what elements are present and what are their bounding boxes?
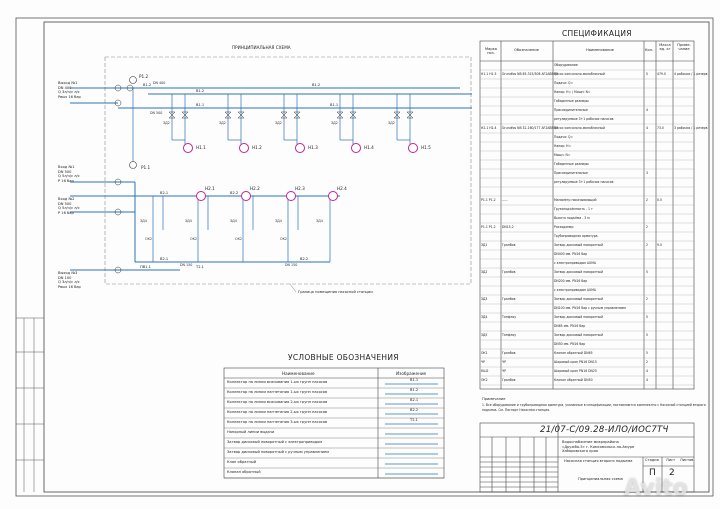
pipe-label: В1.1	[330, 103, 339, 107]
spec-cell-qty: 5	[646, 270, 648, 274]
spec-cell-name: Манометр показывающий	[554, 198, 597, 202]
spec-row	[480, 259, 694, 268]
spec-cell-qty: 2	[646, 360, 648, 364]
spec-cell-qty: 2	[646, 297, 648, 301]
spec-title: СПЕЦИФИКАЦИЯ	[562, 29, 632, 38]
spec-row	[480, 187, 694, 196]
svg-text:ОК2: ОК2	[235, 237, 243, 241]
spec-row	[480, 358, 694, 367]
spec-row	[480, 349, 694, 358]
group1-pumps	[184, 144, 418, 153]
svg-text:ЗД2: ЗД2	[275, 121, 282, 125]
legend-list	[224, 378, 444, 478]
spec-cell-qty: 4	[646, 369, 648, 373]
input-2-line3: Q 5л/ч/с л/с	[58, 174, 80, 179]
pump-label-n15: Н1.5	[421, 145, 431, 150]
spec-row	[480, 250, 694, 259]
input-1-line4: Рвых 16 бар	[58, 94, 81, 99]
pipe-label: В1.2	[143, 83, 152, 87]
spec-cell-pos: ОК1	[481, 351, 488, 355]
svg-text:DN 150: DN 150	[285, 263, 298, 267]
svg-text:ОК2: ОК2	[280, 237, 288, 241]
spec-cell-pos: ЗД3	[481, 297, 488, 301]
spec-cell-pos: ЗД5	[481, 333, 488, 337]
legend-row	[224, 418, 444, 428]
spec-cell-name: Оборудование	[554, 63, 578, 67]
spec-cell-name: Напор: Н= / Мощн: N=	[554, 90, 591, 94]
input-2-line2: DN 500	[58, 169, 72, 174]
legend-col-name: Наименование	[282, 371, 315, 376]
pressure-label-p11: P1.1	[141, 165, 151, 170]
spec-cell-name: Клапан обратный DN50	[554, 378, 593, 382]
spec-row	[480, 106, 694, 115]
spec-cell-qty: 4	[646, 126, 648, 130]
pipe-label: В2.1	[160, 257, 169, 261]
spec-cell-name: Габаритные размеры	[554, 99, 589, 103]
stamp-stage: П	[649, 468, 656, 478]
spec-cell-note: 4 рабочих / 1 резерв	[674, 72, 708, 76]
spec-list	[480, 61, 708, 389]
spec-header-code: Обозначение	[514, 48, 539, 52]
input-2-label	[58, 165, 80, 183]
spec-row	[480, 79, 694, 88]
spec-cell-code: Гранбов	[502, 270, 516, 274]
spec-cell-name: Присоединительные	[554, 108, 588, 112]
legend-row-name: Напорный линии выдачи	[227, 430, 275, 434]
spec-cell-qty: 2	[646, 243, 648, 247]
spec-row	[480, 340, 694, 349]
spec-cell-code: Тянфлоу	[502, 333, 517, 337]
spec-cell-name: Присоединительные	[554, 171, 588, 175]
legend-row-name: Затвор дисковый поворотный с электроприводом	[227, 440, 323, 444]
spec-row	[480, 376, 694, 385]
spec-row	[480, 124, 708, 133]
pump-label-n23: Н2.3	[295, 186, 305, 191]
spec-cell-qty: 5	[646, 72, 648, 76]
pipe-label: Т2.1	[196, 265, 204, 269]
spec-row	[480, 196, 694, 205]
spec-row	[480, 241, 694, 250]
pipe-label: В1.2	[312, 83, 321, 87]
spec-row	[480, 322, 694, 331]
spec-cell-pos: ОК2	[481, 378, 488, 382]
spec-row	[480, 214, 694, 223]
svg-text:ЗД4: ЗД4	[275, 219, 282, 223]
input-4-line3: Q 3л/ч/с л/с	[58, 280, 80, 285]
legend-row-name: Коллектор на линии нагнетания 3-ых групп насосов	[227, 420, 328, 424]
input-3-line3: Q 5л/ч/с л/с	[58, 206, 80, 211]
spec-cell-mass: 9.0	[657, 243, 662, 247]
spec-cell-qty: 5	[646, 333, 648, 337]
legend-row-name: Клап обратный	[227, 460, 257, 464]
svg-text:ЗД2: ЗД2	[388, 121, 395, 125]
spec-cell-qty: 2	[646, 198, 648, 202]
legend-title: УСЛОВНЫЕ ОБОЗНАЧЕНИЯ	[288, 353, 399, 362]
spec-cell-pos: Н2.1 Н2.4	[481, 126, 497, 130]
pipe-label: В1.1	[196, 103, 205, 107]
spec-cell-code: ЧР	[502, 369, 506, 373]
spec-cell-code: Гранбов	[502, 297, 516, 301]
legend-row	[224, 398, 444, 408]
pump-label-n22: Н2.2	[250, 186, 260, 191]
legend-row	[224, 408, 444, 418]
input-4-line4: Рвых 16 бар	[58, 284, 81, 289]
spec-row	[480, 115, 694, 124]
group1-branches	[133, 88, 410, 165]
spec-cell-name: Подача: Q=	[554, 81, 574, 85]
stamp-object: Водоснабжение микрорайона «Дружба-5» г. Комсомольск-на-Амуре Хабаровского края	[562, 440, 635, 454]
spec-cell-mass: 0.5	[657, 198, 662, 202]
stamp-code: 21/07-С/09.28-ИЛО/ИОС7ТЧ	[540, 425, 669, 435]
legend-row-name: Затвор дисковый поворотный с ручным управлением	[227, 450, 329, 454]
spec-cell-pos: Р1.1 Р1.2	[481, 198, 496, 202]
svg-text:ЗД2: ЗД2	[331, 121, 338, 125]
boundary-note: Граница помещения насосной станции	[298, 290, 373, 294]
spec-row	[480, 223, 694, 232]
spec-cell-qty: 5	[646, 351, 648, 355]
spec-cell-name: Затвор дисковый поворотный	[554, 333, 603, 337]
input-3-line1: Вход №2	[58, 197, 75, 201]
legend-row-name: Клапан обратный	[227, 470, 261, 474]
pipe-label: В1.2	[196, 89, 205, 93]
pipe-label: В2.1	[160, 191, 169, 195]
svg-text:ЗД2: ЗД2	[219, 121, 226, 125]
legend-row	[224, 468, 444, 478]
legend-row	[224, 438, 444, 448]
legend-row	[224, 448, 444, 458]
spec-cell-name: DN200 мм. PN16 бар	[554, 279, 588, 283]
spec-cell-code: ЧР	[502, 360, 506, 364]
spec-cell-name: DN400 мм. PN16 бар	[554, 252, 588, 256]
legend-row-code: В1.2	[410, 388, 419, 392]
stamp-sheets-label: Листов	[680, 458, 694, 462]
notes-line1: 1. Все оборудование и трубопроводная арматура, указанные в спецификации, поставляются комплектно с Насосной станцией второго	[482, 403, 706, 407]
spec-row	[480, 178, 694, 187]
legend-row	[224, 388, 444, 398]
legend-col-image: Изображение	[396, 371, 427, 376]
notes-line2: подъема. См. Паспорт Насосная станция.	[482, 408, 551, 412]
boundary-leader	[290, 284, 296, 292]
svg-text:ЗД4: ЗД4	[185, 219, 192, 223]
legend-row	[224, 428, 444, 438]
spec-row	[480, 205, 694, 214]
pipe-label: ПВ1.1	[140, 265, 151, 269]
spec-row	[480, 304, 694, 313]
legend-row-name: Коллектор на линии нагнетания 2-ых групп насосов	[227, 410, 328, 414]
spec-row	[480, 232, 694, 241]
stamp-doc-title: Насосная станция второго подъема	[564, 459, 633, 463]
group1-valves	[169, 112, 413, 118]
spec-cell-pos: Н1.1 Н1.5	[481, 72, 497, 76]
legend-row-code: В2.1	[410, 398, 419, 402]
spec-header-pos: Марка поз.	[485, 47, 497, 55]
input-1-line3: Q 3л/ч/с л/с	[58, 90, 80, 95]
spec-cell-name: Габаритные размеры	[554, 162, 589, 166]
pump-label-n21: Н2.1	[205, 186, 215, 191]
spec-row	[480, 295, 694, 304]
spec-cell-name: Расходомер	[554, 225, 574, 229]
pump-label-n11: Н1.1	[196, 145, 206, 150]
spec-cell-code: -----	[502, 198, 508, 202]
legend-row-code: В1.1	[410, 378, 419, 382]
scheme-small-tags	[140, 81, 395, 267]
svg-text:DN 150: DN 150	[180, 263, 193, 267]
spec-cell-pos: ЗД1	[481, 243, 488, 247]
svg-text:ЗД4: ЗД4	[230, 219, 237, 223]
notes-title: Примечание	[482, 397, 506, 401]
spec-cell-name: Шаровый кран PN16 DN15	[554, 360, 597, 364]
input-1-label	[58, 81, 81, 99]
spec-cell-code: Тянфлоу	[502, 315, 517, 319]
spec-header-mass: Масса ед. кг	[659, 43, 671, 51]
spec-row	[480, 160, 694, 169]
spec-cell-code: Grundfos NB 32-160/177 AF2ABBQE	[502, 126, 559, 130]
spec-cell-name: Затвор дисковый поворотный	[554, 315, 603, 319]
spec-cell-code: DN15-2	[502, 225, 514, 229]
spec-row	[480, 331, 694, 340]
spec-cell-name: Подача: Q=	[554, 135, 574, 139]
spec-cell-pos: КШ2	[481, 369, 489, 373]
spec-row	[480, 169, 694, 178]
spec-cell-pos: ЗД2	[481, 270, 488, 274]
spec-header-note: Приме-чание	[677, 43, 691, 51]
spec-cell-pos: ЗД4	[481, 315, 488, 319]
input-2-line4: P 16 бар	[58, 178, 74, 183]
svg-text:ЗД4: ЗД4	[316, 219, 323, 223]
spec-cell-name: Насос консольно-моноблочный	[554, 72, 605, 76]
pump-label-n24: Н2.4	[337, 186, 347, 191]
svg-text:DN 400: DN 400	[153, 81, 166, 85]
spec-cell-name: с электроприводом AUMA	[554, 288, 597, 292]
spec-cell-name: с электроприводом AUMA	[554, 261, 597, 265]
legend-row-name: Коллектор на линии всасывания 2-ых групп насосов	[227, 400, 328, 404]
legend-row	[224, 378, 444, 388]
stamp-sheet-title: Принципиальная схема	[578, 477, 623, 481]
spec-cell-qty: 2	[646, 225, 648, 229]
spec-row	[480, 151, 694, 160]
watermark-avito: Avito	[624, 476, 688, 501]
input-pipes	[70, 103, 135, 262]
spec-cell-name: DN100 мм. PN16 бар с ручным управлением	[554, 306, 626, 310]
spec-row	[480, 88, 694, 97]
spec-cell-code: Гранбов	[502, 351, 516, 355]
spec-cell-name: Затвор дисковый поворотный	[554, 297, 603, 301]
pipe-label: В2.2	[230, 191, 239, 195]
svg-text:DN 500: DN 500	[150, 111, 163, 115]
input-valves	[115, 85, 133, 273]
spec-cell-name: DN50 мм. PN16 бар	[554, 342, 586, 346]
legend-row-code: Т2.1	[410, 418, 418, 422]
spec-cell-name: Насос консольно-моноблочный	[554, 126, 605, 130]
pump-label-n12: Н1.2	[252, 145, 262, 150]
spec-cell-name: Шаровый кран PN16 DN25	[554, 369, 597, 373]
input-1-line1: Выход №1	[58, 81, 78, 85]
svg-text:ОК2: ОК2	[145, 237, 153, 241]
spec-row	[480, 61, 694, 70]
spec-cell-name: Трубопроводная арматура	[554, 234, 598, 238]
spec-header-qty: Кол.	[645, 48, 654, 52]
spec-row	[480, 367, 694, 376]
svg-text:ОК2: ОК2	[190, 237, 198, 241]
pressure-label-p12: P1.2	[139, 74, 149, 79]
pipe-label: В2.2	[300, 257, 309, 261]
pump-label-n13: Н1.3	[308, 145, 318, 150]
spec-cell-name: Грузоподъёмность - 1 т	[554, 207, 593, 211]
input-4-line1: Выход №3	[58, 271, 78, 275]
spec-cell-code: Гранбов	[502, 378, 516, 382]
spec-cell-qty: 4	[646, 378, 648, 382]
spec-row	[480, 133, 694, 142]
spec-row	[480, 286, 694, 295]
legend-row-code: В2.2	[410, 408, 419, 412]
spec-cell-name: Затвор дисковый поворотный	[554, 270, 603, 274]
stamp-sheet-label: Лист	[666, 458, 676, 462]
input-3-line2: DN 500	[58, 201, 72, 206]
spec-cell-name: Напор: Н=	[554, 144, 572, 148]
stamp-sheet: 2	[669, 468, 675, 478]
spec-cell-pos: ЧР	[481, 360, 485, 364]
spec-cell-qty: 5	[646, 315, 648, 319]
binding-strip	[16, 318, 44, 492]
legend-row	[224, 458, 444, 468]
input-1-line2: DN 400	[58, 85, 72, 90]
legend-row-name: Коллектор на линии всасывания 1-ых групп насосов	[227, 380, 328, 384]
spec-cell-code: Гранбов	[502, 243, 516, 247]
input-3-label	[58, 197, 80, 215]
input-4-line2: DN 100	[58, 275, 72, 280]
spec-cell-name: Клапан обратный DN65	[554, 351, 593, 355]
svg-text:ЗД2: ЗД2	[163, 121, 170, 125]
svg-text:ЗД4: ЗД4	[140, 219, 147, 223]
stamp-stage-label: Стадия	[645, 458, 659, 462]
spec-row	[480, 70, 708, 79]
group2-branches	[153, 196, 330, 262]
spec-row	[480, 277, 694, 286]
spec-cell-mass: 479.0	[657, 72, 666, 76]
spec-cell-code: Grundfos NB 65-315/308 AF2ABBQE	[502, 72, 559, 76]
spec-cell-mass: 73.0	[657, 126, 664, 130]
spec-cell-qty: 3	[646, 171, 648, 175]
spec-row	[480, 268, 694, 277]
spec-cell-name: DN65 мм. PN16 бар	[554, 324, 586, 328]
spec-cell-name: регулируемые 3+1 рабочих насосов	[554, 117, 614, 121]
spec-row	[480, 313, 694, 322]
spec-row	[480, 97, 694, 106]
spec-cell-name: Высота подъёма - 3 м	[554, 216, 590, 220]
spec-cell-name: Мощн. N=	[554, 153, 571, 157]
scheme-title: ПРИНЦИПИАЛЬНАЯ СХЕМА	[232, 45, 291, 50]
spec-row	[480, 142, 694, 151]
input-2-line1: Вход №1	[58, 165, 75, 169]
spec-cell-pos: Р1.1 Р1.2	[481, 225, 496, 229]
spec-cell-note: 3 рабочих / 1 резерв	[674, 126, 708, 130]
legend-row-name: Коллектор на линии нагнетания 1-ых групп насосов	[227, 390, 328, 394]
pump-label-n14: Н1.4	[364, 145, 374, 150]
spec-header-name: Наименование	[586, 48, 614, 52]
spec-cell-qty: 4	[646, 108, 648, 112]
spec-cell-name: Затвор дисковый поворотный	[554, 243, 603, 247]
input-4-label	[58, 271, 81, 289]
input-3-line4: P 16 бар	[58, 210, 74, 215]
spec-cell-name: регулируемые 3+1 рабочих насосов	[554, 180, 614, 184]
